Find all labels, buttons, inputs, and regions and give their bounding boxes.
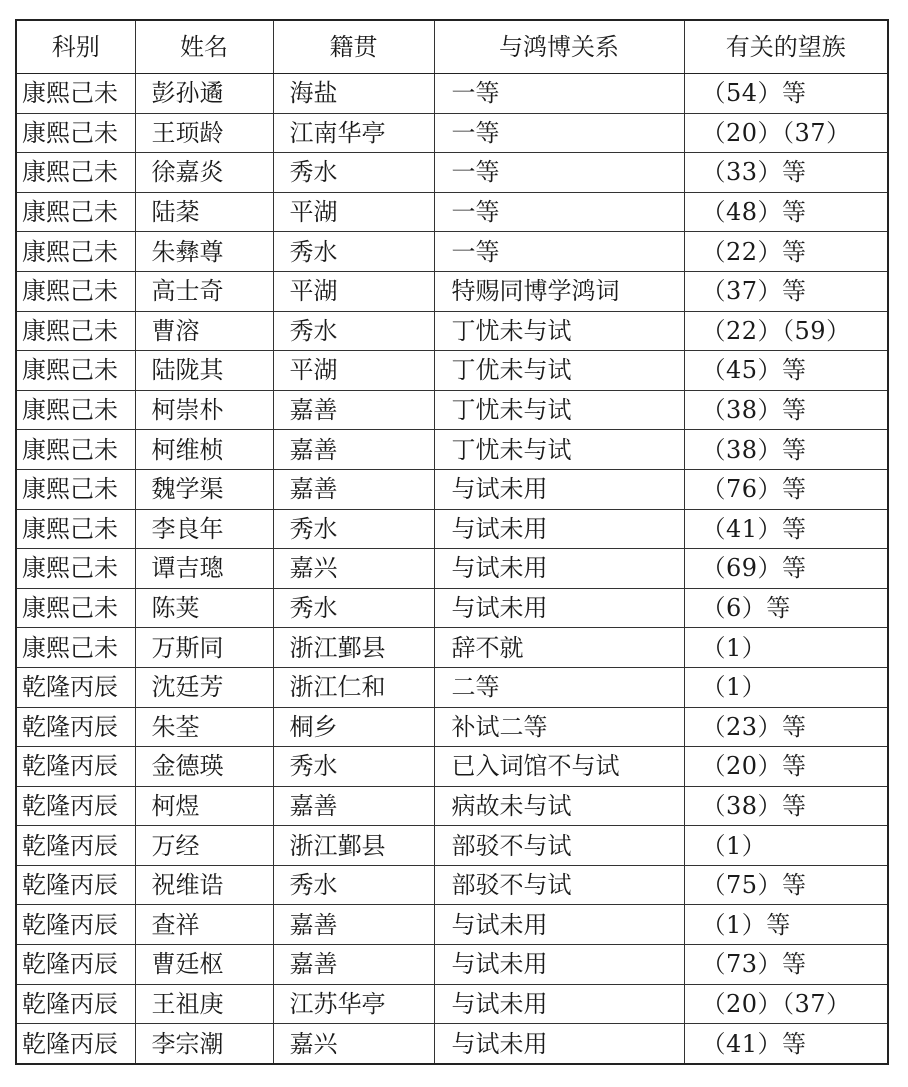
cell-keju: 康熙己未	[16, 74, 135, 114]
cell-keju: 康熙己未	[16, 311, 135, 351]
cell-name: 朱彝尊	[135, 232, 273, 272]
cell-keju: 乾隆丙辰	[16, 1024, 135, 1064]
cell-keju: 康熙己未	[16, 351, 135, 391]
table-row	[16, 667, 888, 707]
table-row	[16, 390, 888, 430]
table-row	[16, 271, 888, 311]
cell-name: 谭吉璁	[135, 549, 273, 589]
cell-jiguan: 嘉善	[273, 905, 434, 945]
cell-relation: 与试未用	[434, 1024, 684, 1064]
cell-relation: 与试未用	[434, 945, 684, 985]
cell-jiguan: 海盐	[273, 74, 434, 114]
cell-jiguan: 平湖	[273, 271, 434, 311]
cell-clan: （33）等	[684, 153, 888, 193]
cell-keju: 乾隆丙辰	[16, 865, 135, 905]
table-container	[15, 19, 887, 1065]
cell-jiguan: 秀水	[273, 311, 434, 351]
cell-keju: 康熙己未	[16, 232, 135, 272]
cell-clan: （1）	[684, 667, 888, 707]
cell-name: 柯崇朴	[135, 390, 273, 430]
cell-name: 金德瑛	[135, 747, 273, 787]
cell-name: 沈廷芳	[135, 667, 273, 707]
cell-keju: 康熙己未	[16, 549, 135, 589]
cell-relation: 与试未用	[434, 984, 684, 1024]
cell-name: 李良年	[135, 509, 273, 549]
cell-clan: （48）等	[684, 192, 888, 232]
cell-keju: 乾隆丙辰	[16, 905, 135, 945]
cell-name: 曹溶	[135, 311, 273, 351]
table-body	[16, 74, 888, 1064]
table-row	[16, 905, 888, 945]
cell-jiguan: 嘉善	[273, 469, 434, 509]
cell-jiguan: 秀水	[273, 865, 434, 905]
cell-name: 陈荚	[135, 588, 273, 628]
cell-name: 李宗潮	[135, 1024, 273, 1064]
cell-clan: （22）等	[684, 232, 888, 272]
table-row	[16, 786, 888, 826]
table-row	[16, 588, 888, 628]
cell-name: 柯维桢	[135, 430, 273, 470]
data-table	[15, 19, 889, 1065]
cell-clan: （6）等	[684, 588, 888, 628]
cell-relation: 一等	[434, 192, 684, 232]
table-header	[16, 20, 888, 74]
header-clan: 有关的望族	[684, 20, 888, 74]
cell-relation: 一等	[434, 232, 684, 272]
table-row	[16, 865, 888, 905]
cell-keju: 康熙己未	[16, 588, 135, 628]
cell-relation: 一等	[434, 153, 684, 193]
cell-clan: （20）（37）	[684, 113, 888, 153]
cell-jiguan: 江南华亭	[273, 113, 434, 153]
cell-keju: 乾隆丙辰	[16, 786, 135, 826]
cell-relation: 与试未用	[434, 469, 684, 509]
cell-clan: （54）等	[684, 74, 888, 114]
cell-jiguan: 平湖	[273, 351, 434, 391]
table-row	[16, 628, 888, 668]
cell-clan: （73）等	[684, 945, 888, 985]
cell-keju: 康熙己未	[16, 509, 135, 549]
table-row	[16, 707, 888, 747]
cell-relation: 部驳不与试	[434, 826, 684, 866]
header-relation: 与鸿博关系	[434, 20, 684, 74]
cell-relation: 辞不就	[434, 628, 684, 668]
header-name: 姓名	[135, 20, 273, 74]
cell-name: 朱荃	[135, 707, 273, 747]
cell-keju: 康熙己未	[16, 430, 135, 470]
cell-keju: 康熙己未	[16, 469, 135, 509]
cell-relation: 已入词馆不与试	[434, 747, 684, 787]
cell-keju: 乾隆丙辰	[16, 747, 135, 787]
header-row	[16, 20, 888, 74]
cell-clan: （23）等	[684, 707, 888, 747]
table-row	[16, 430, 888, 470]
cell-name: 万经	[135, 826, 273, 866]
cell-name: 王祖庚	[135, 984, 273, 1024]
cell-relation: 丁忧未与试	[434, 311, 684, 351]
cell-keju: 乾隆丙辰	[16, 826, 135, 866]
cell-relation: 特赐同博学鸿词	[434, 271, 684, 311]
cell-name: 柯煜	[135, 786, 273, 826]
cell-jiguan: 嘉兴	[273, 1024, 434, 1064]
cell-name: 曹廷枢	[135, 945, 273, 985]
cell-relation: 丁忧未与试	[434, 390, 684, 430]
cell-relation: 与试未用	[434, 549, 684, 589]
cell-name: 高士奇	[135, 271, 273, 311]
cell-name: 祝维诰	[135, 865, 273, 905]
cell-clan: （1）	[684, 826, 888, 866]
cell-jiguan: 嘉善	[273, 945, 434, 985]
cell-relation: 丁优未与试	[434, 351, 684, 391]
cell-clan: （22）（59）	[684, 311, 888, 351]
cell-keju: 康熙己未	[16, 192, 135, 232]
cell-relation: 补试二等	[434, 707, 684, 747]
cell-jiguan: 浙江鄞县	[273, 826, 434, 866]
cell-keju: 康熙己未	[16, 271, 135, 311]
cell-jiguan: 浙江鄞县	[273, 628, 434, 668]
table-row	[16, 747, 888, 787]
cell-jiguan: 秀水	[273, 588, 434, 628]
cell-jiguan: 浙江仁和	[273, 667, 434, 707]
cell-keju: 乾隆丙辰	[16, 945, 135, 985]
cell-keju: 乾隆丙辰	[16, 984, 135, 1024]
cell-jiguan: 秀水	[273, 509, 434, 549]
cell-jiguan: 嘉善	[273, 390, 434, 430]
cell-jiguan: 平湖	[273, 192, 434, 232]
header-jiguan: 籍贯	[273, 20, 434, 74]
table-row	[16, 113, 888, 153]
table-row	[16, 192, 888, 232]
cell-relation: 与试未用	[434, 509, 684, 549]
table-row	[16, 232, 888, 272]
cell-clan: （69）等	[684, 549, 888, 589]
cell-clan: （75）等	[684, 865, 888, 905]
table-row	[16, 351, 888, 391]
cell-name: 彭孙遹	[135, 74, 273, 114]
table-row	[16, 945, 888, 985]
table-row	[16, 549, 888, 589]
cell-clan: （38）等	[684, 430, 888, 470]
cell-keju: 康熙己未	[16, 113, 135, 153]
cell-clan: （20）等	[684, 747, 888, 787]
table-row	[16, 984, 888, 1024]
cell-jiguan: 嘉兴	[273, 549, 434, 589]
cell-name: 万斯同	[135, 628, 273, 668]
table-row	[16, 509, 888, 549]
cell-clan: （38）等	[684, 786, 888, 826]
header-keju: 科别	[16, 20, 135, 74]
cell-clan: （38）等	[684, 390, 888, 430]
table-row	[16, 469, 888, 509]
cell-clan: （1）等	[684, 905, 888, 945]
cell-name: 查祥	[135, 905, 273, 945]
table-row	[16, 826, 888, 866]
table-row	[16, 74, 888, 114]
cell-keju: 康熙己未	[16, 390, 135, 430]
cell-keju: 康熙己未	[16, 628, 135, 668]
cell-clan: （41）等	[684, 1024, 888, 1064]
table-row	[16, 153, 888, 193]
cell-clan: （1）	[684, 628, 888, 668]
table-row	[16, 311, 888, 351]
cell-name: 陆棻	[135, 192, 273, 232]
cell-clan: （76）等	[684, 469, 888, 509]
cell-relation: 部驳不与试	[434, 865, 684, 905]
cell-keju: 乾隆丙辰	[16, 667, 135, 707]
cell-relation: 一等	[434, 74, 684, 114]
cell-relation: 丁忧未与试	[434, 430, 684, 470]
cell-jiguan: 嘉善	[273, 430, 434, 470]
cell-jiguan: 江苏华亭	[273, 984, 434, 1024]
cell-relation: 一等	[434, 113, 684, 153]
cell-relation: 病故未与试	[434, 786, 684, 826]
cell-jiguan: 秀水	[273, 232, 434, 272]
cell-keju: 乾隆丙辰	[16, 707, 135, 747]
cell-name: 魏学渠	[135, 469, 273, 509]
cell-jiguan: 秀水	[273, 747, 434, 787]
cell-jiguan: 桐乡	[273, 707, 434, 747]
cell-jiguan: 嘉善	[273, 786, 434, 826]
cell-clan: （37）等	[684, 271, 888, 311]
cell-relation: 二等	[434, 667, 684, 707]
cell-clan: （41）等	[684, 509, 888, 549]
cell-keju: 康熙己未	[16, 153, 135, 193]
cell-clan: （20）（37）	[684, 984, 888, 1024]
table-row	[16, 1024, 888, 1064]
cell-clan: （45）等	[684, 351, 888, 391]
cell-name: 王顼龄	[135, 113, 273, 153]
cell-name: 陆陇其	[135, 351, 273, 391]
cell-relation: 与试未用	[434, 588, 684, 628]
cell-jiguan: 秀水	[273, 153, 434, 193]
cell-name: 徐嘉炎	[135, 153, 273, 193]
cell-relation: 与试未用	[434, 905, 684, 945]
